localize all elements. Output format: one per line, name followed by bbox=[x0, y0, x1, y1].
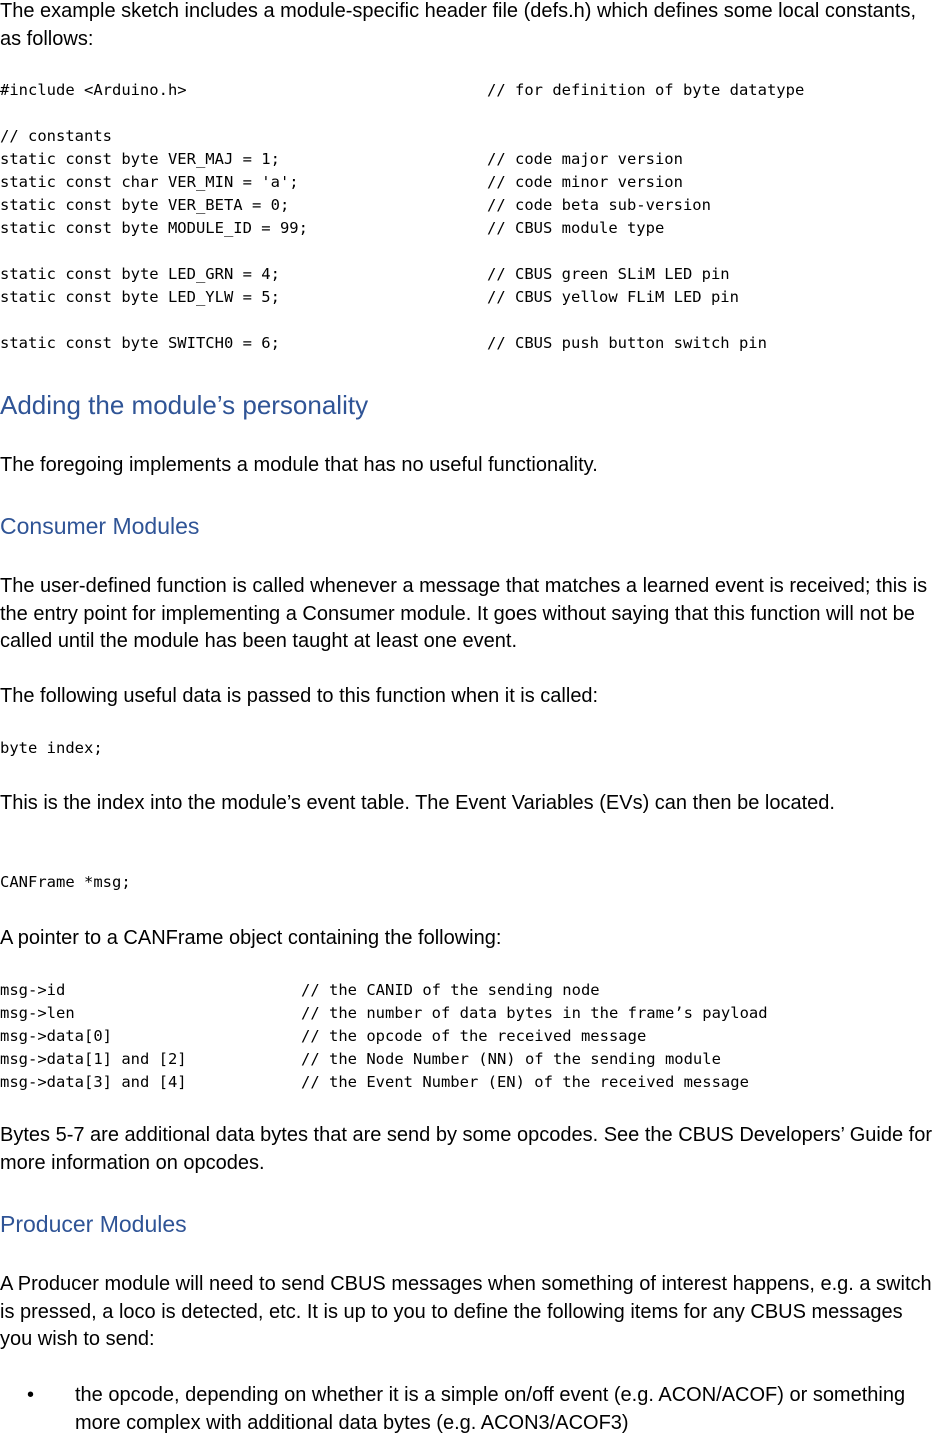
code-comment: // CBUS green SLiM LED pin bbox=[487, 265, 730, 283]
code-line bbox=[0, 1025, 647, 1048]
code-line bbox=[0, 1002, 768, 1025]
code-line bbox=[0, 309, 308, 332]
heading-personality: Adding the module’s personality bbox=[0, 390, 369, 420]
code-comment: // the opcode of the received message bbox=[301, 1027, 647, 1045]
code-text: msg->id bbox=[0, 981, 66, 999]
pointer-paragraph: A pointer to a CANFrame object containing the following: bbox=[0, 927, 502, 949]
code-index: byte index; bbox=[0, 739, 103, 757]
code-line bbox=[0, 194, 711, 217]
code-line bbox=[0, 171, 683, 194]
code-comment: // code major version bbox=[487, 150, 683, 168]
code-line bbox=[0, 102, 308, 125]
code-text: static const byte SWITCH0 = 6; bbox=[0, 334, 280, 352]
code-comment: // the number of data bytes in the frame’s payload bbox=[301, 1004, 768, 1022]
list-item bbox=[0, 1382, 934, 1437]
code-text: msg->data[3] and [4] bbox=[0, 1073, 187, 1091]
code-line bbox=[0, 979, 600, 1002]
heading-consumer-modules: Consumer Modules bbox=[0, 513, 200, 539]
code-line bbox=[0, 1048, 721, 1071]
code-line bbox=[0, 286, 739, 309]
code-text: static const byte VER_MAJ = 1; bbox=[0, 150, 280, 168]
foregoing-paragraph: The foregoing implements a module that has no useful functionality. bbox=[0, 454, 598, 476]
code-line bbox=[0, 125, 308, 148]
code-text: static const byte MODULE_ID = 99; bbox=[0, 219, 308, 237]
code-text: // constants bbox=[0, 127, 112, 145]
code-text: static const byte VER_BETA = 0; bbox=[0, 196, 290, 214]
code-comment: // CBUS yellow FLiM LED pin bbox=[487, 288, 739, 306]
code-text: #include <Arduino.h> bbox=[0, 81, 187, 99]
code-line bbox=[0, 217, 665, 240]
code-comment: // the Event Number (EN) of the received message bbox=[301, 1073, 749, 1091]
useful-data-paragraph: The following useful data is passed to this function when it is called: bbox=[0, 685, 599, 707]
code-line bbox=[0, 79, 805, 102]
code-text: static const char VER_MIN = 'a'; bbox=[0, 173, 299, 191]
code-line bbox=[0, 332, 767, 355]
code-comment: // CBUS push button switch pin bbox=[487, 334, 767, 352]
code-comment: // the Node Number (NN) of the sending module bbox=[301, 1050, 721, 1068]
consumer-paragraph: The user-defined function is called whenever a message that matches a learned event is received; this is the entry point for implementing a Consumer module. It goes without saying that this function will not be called until the module has been taught at least one event. bbox=[0, 575, 928, 652]
code-text: msg->data[1] and [2] bbox=[0, 1050, 187, 1068]
msg-code-block bbox=[0, 979, 768, 1094]
code-comment: // the CANID of the sending node bbox=[301, 981, 600, 999]
intro-paragraph: The example sketch includes a module-specific header file (defs.h) which defines some local constants, as follows: bbox=[0, 0, 917, 50]
code-comment: // code minor version bbox=[487, 173, 683, 191]
producer-paragraph: A Producer module will need to send CBUS messages when something of interest happens, e.g. a switch is pressed, a loco is detected, etc. It is up to you to define the following items for any CBUS messages you wish to send: bbox=[0, 1273, 932, 1350]
code-line bbox=[0, 240, 308, 263]
list-item-text: the opcode, depending on whether it is a simple on/off event (e.g. ACON/ACOF) or something more complex with additional data bytes (e.g. ACON3/ACOF3) bbox=[75, 1384, 906, 1434]
index-paragraph: This is the index into the module’s event table. The Event Variables (EVs) can then be located. bbox=[0, 792, 835, 814]
defs-code-block bbox=[0, 79, 805, 355]
code-comment: // for definition of byte datatype bbox=[487, 81, 805, 99]
code-comment: // CBUS module type bbox=[487, 219, 665, 237]
code-text: static const byte LED_YLW = 5; bbox=[0, 288, 280, 306]
code-text: msg->len bbox=[0, 1004, 75, 1022]
code-line bbox=[0, 263, 730, 286]
code-line bbox=[0, 1071, 749, 1094]
code-text: static const byte LED_GRN = 4; bbox=[0, 265, 280, 283]
bullet-icon: • bbox=[27, 1384, 35, 1406]
items-list bbox=[0, 1382, 934, 1437]
code-text: msg->data[0] bbox=[0, 1027, 112, 1045]
heading-producer-modules: Producer Modules bbox=[0, 1211, 187, 1237]
bytes-paragraph: Bytes 5-7 are additional data bytes that are send by some opcodes. See the CBUS Developers’ Guide for more information on opcodes. bbox=[0, 1124, 933, 1174]
code-msg: CANFrame *msg; bbox=[0, 873, 131, 891]
code-line bbox=[0, 148, 683, 171]
code-comment: // code beta sub-version bbox=[487, 196, 711, 214]
